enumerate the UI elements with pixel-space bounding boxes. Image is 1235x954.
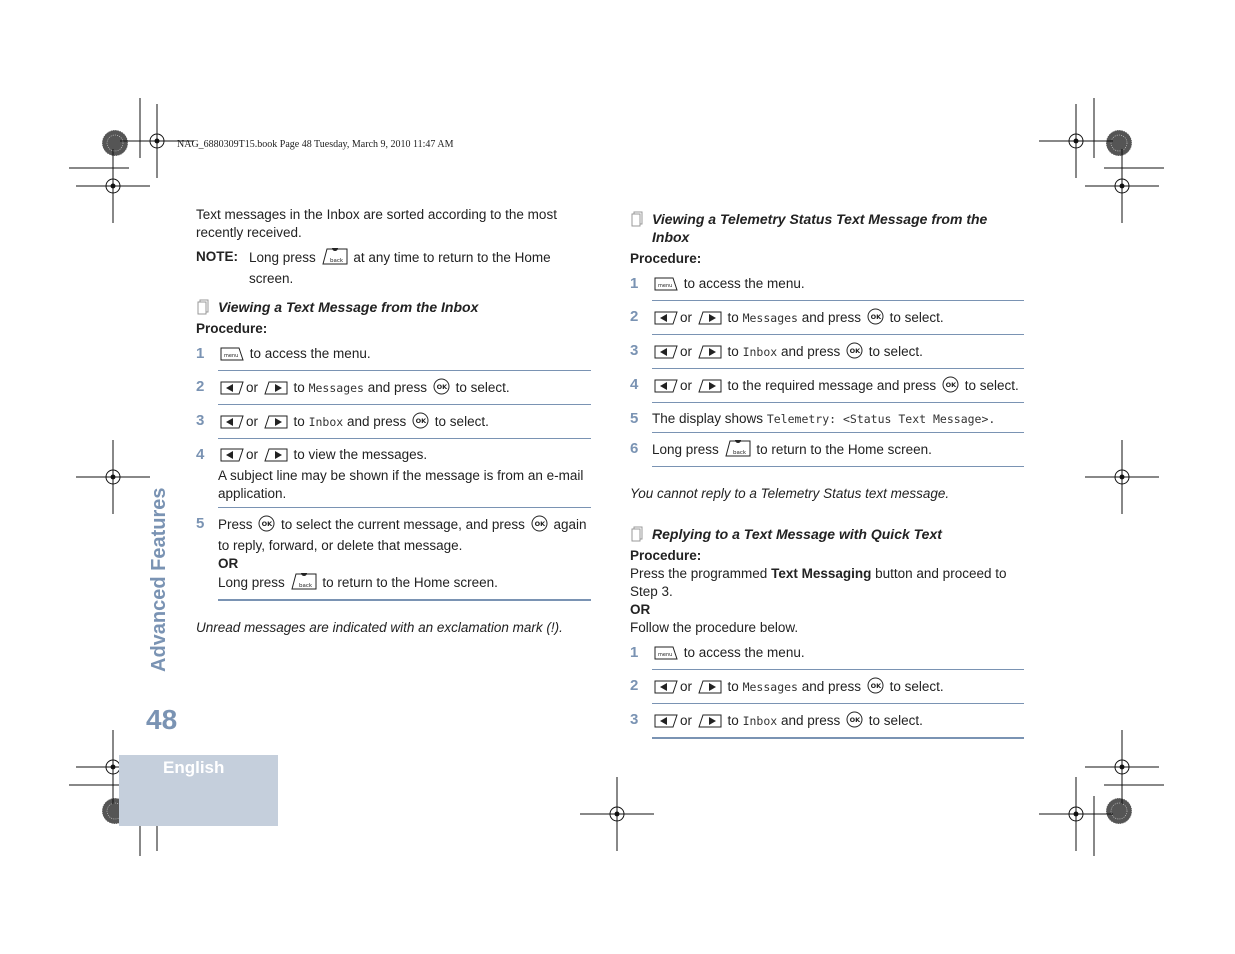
ok-key-icon: [433, 378, 450, 400]
svg-text:back: back: [329, 258, 343, 264]
step-number: 2: [196, 378, 205, 395]
step-text: to the required message and press: [727, 378, 937, 393]
left-arrow-key-icon: [654, 714, 678, 733]
step-number: 3: [196, 412, 205, 429]
left-arrow-key-icon: [654, 345, 678, 364]
text: button and proceed to Step 3.: [630, 566, 1007, 599]
step-text: or: [246, 380, 259, 395]
list-item: [196, 375, 591, 409]
list-item: [630, 305, 1024, 339]
step-number: 1: [630, 644, 639, 661]
ok-key-icon: [867, 677, 884, 699]
step-number: 6: [630, 440, 639, 457]
step-text: and press: [367, 380, 428, 395]
left-arrow-key-icon: [220, 415, 244, 434]
step-text: to access the menu.: [249, 346, 371, 361]
note-post: at any time to return to the Home screen.: [249, 250, 551, 286]
page-icon: [630, 211, 644, 227]
step-text: or: [246, 414, 259, 429]
step-text: to access the menu.: [683, 276, 805, 291]
steps-list: [630, 641, 1024, 743]
svg-text:menu: menu: [658, 652, 673, 658]
list-item: [196, 409, 591, 443]
menu-key-icon: [654, 277, 678, 296]
ok-key-icon: [846, 342, 863, 364]
note-pre: Long press: [249, 250, 316, 265]
section-title-text: Viewing a Text Message from the Inbox: [218, 299, 479, 315]
list-item: [630, 373, 1024, 407]
svg-text:OK: OK: [849, 347, 861, 355]
step-text: to select.: [434, 414, 489, 429]
step-text: to select.: [868, 344, 923, 359]
page-number: 48: [146, 704, 178, 735]
back-key-icon: [725, 440, 751, 462]
language-tab: [119, 755, 278, 826]
print-header: NAG_6880309T15.book Page 48 Tuesday, March 9, 2010 11:47 AM: [177, 139, 454, 150]
step-text: or: [680, 378, 693, 393]
menu-key-icon: [220, 347, 244, 366]
svg-text:OK: OK: [870, 682, 881, 690]
svg-text:menu: menu: [224, 353, 239, 359]
step-text: The display shows: [652, 411, 764, 426]
steps-list: [196, 342, 591, 605]
procedure-text: [630, 565, 1024, 601]
right-arrow-key-icon: [698, 345, 722, 364]
step-text: to select.: [868, 713, 923, 728]
step-text: Long press: [218, 575, 285, 590]
list-item: [630, 339, 1024, 373]
list-item: [630, 272, 1024, 305]
step-text: and press: [780, 344, 841, 359]
step-text: and press: [780, 713, 841, 728]
left-arrow-key-icon: [654, 680, 678, 699]
svg-text:OK: OK: [436, 383, 447, 391]
right-arrow-key-icon: [264, 381, 288, 400]
section-title: [630, 525, 1024, 543]
svg-text:back: back: [732, 450, 746, 456]
step-text: or: [680, 679, 693, 694]
step-text: to: [727, 344, 739, 359]
left-column: [196, 206, 591, 637]
step-text: again to reply, forward, or delete that message.: [218, 517, 587, 553]
language-label: English: [163, 758, 225, 777]
list-item: [630, 437, 1024, 471]
procedure-label: Procedure:: [630, 548, 702, 563]
step-number: 2: [630, 308, 639, 325]
list-item: [196, 342, 591, 375]
ok-key-icon: [531, 515, 548, 537]
svg-text:OK: OK: [534, 520, 545, 528]
page-icon: [196, 299, 210, 315]
footnote: Unread messages are indicated with an exclamation mark (!).: [196, 620, 563, 635]
ok-key-icon: [942, 376, 959, 398]
list-item: [630, 674, 1024, 708]
step-text: to: [727, 310, 739, 325]
step-text: or: [680, 344, 693, 359]
svg-text:OK: OK: [261, 520, 273, 528]
menu-item-text: Messages: [742, 311, 798, 325]
ok-key-icon: [867, 308, 884, 330]
right-arrow-key-icon: [698, 714, 722, 733]
section-title-text: Viewing a Telemetry Status Text Message from the Inbox: [652, 211, 988, 245]
section-title: [630, 210, 1024, 246]
menu-item-text: Inbox: [308, 415, 344, 429]
step-number: 4: [630, 376, 639, 393]
ok-key-icon: [258, 515, 275, 537]
ok-key-icon: [412, 412, 429, 434]
text: Press the programmed: [630, 566, 768, 581]
sidebar-title: Advanced Features: [148, 487, 170, 672]
step-number: 5: [630, 410, 639, 427]
svg-text:back: back: [298, 583, 312, 589]
step-text: to access the menu.: [683, 645, 805, 660]
right-arrow-key-icon: [698, 379, 722, 398]
step-text: or: [246, 447, 259, 462]
procedure-label: Procedure:: [196, 321, 268, 336]
step-text: and press: [346, 414, 407, 429]
procedure-label: Procedure:: [630, 251, 702, 266]
step-number: 3: [630, 342, 639, 359]
steps-list: [630, 272, 1024, 471]
step-text: and press: [801, 310, 862, 325]
ok-key-icon: [846, 711, 863, 733]
step-text: to: [727, 679, 739, 694]
step-text: to: [727, 713, 739, 728]
menu-item-text: Inbox: [742, 345, 778, 359]
step-text: and press: [801, 679, 862, 694]
step-text: to return to the Home screen.: [756, 442, 932, 457]
note-text: [249, 248, 591, 288]
step-number: 4: [196, 446, 205, 463]
right-arrow-key-icon: [698, 311, 722, 330]
section-title-text: Replying to a Text Message with Quick Text: [652, 526, 942, 542]
step-number: 1: [630, 275, 639, 292]
step-number: 3: [630, 711, 639, 728]
list-item: [630, 641, 1024, 674]
step-extra: A subject line may be shown if the message is from an e-mail application.: [218, 468, 584, 501]
menu-item-text: Inbox: [742, 714, 778, 728]
back-key-icon: [322, 248, 348, 270]
left-arrow-key-icon: [220, 381, 244, 400]
note-label: NOTE:: [196, 249, 238, 264]
list-item: [630, 708, 1024, 743]
svg-text:OK: OK: [945, 381, 957, 389]
step-number: 5: [196, 515, 205, 532]
procedure-text: Follow the procedure below.: [630, 620, 799, 635]
step-text: to select.: [964, 378, 1019, 393]
svg-text:OK: OK: [870, 313, 881, 321]
step-text: to select.: [889, 310, 944, 325]
step-text: or: [680, 310, 693, 325]
svg-text:OK: OK: [415, 417, 427, 425]
menu-item-text: Messages: [742, 680, 798, 694]
step-text: to select the current message, and press: [281, 517, 525, 532]
step-text: Long press: [652, 442, 719, 457]
menu-key-icon: [654, 646, 678, 665]
step-number: 1: [196, 345, 205, 362]
right-arrow-key-icon: [698, 680, 722, 699]
right-arrow-key-icon: [264, 415, 288, 434]
bold-text: Text Messaging: [771, 566, 872, 581]
display-text: Telemetry: <Status Text Message>.: [766, 412, 996, 426]
or-label: OR: [218, 556, 239, 571]
or-label: OR: [630, 602, 651, 617]
step-text: to select.: [455, 380, 510, 395]
footnote: You cannot reply to a Telemetry Status text message.: [630, 486, 950, 501]
svg-text:menu: menu: [658, 283, 673, 289]
step-text: to select.: [889, 679, 944, 694]
step-text: to: [293, 380, 305, 395]
left-arrow-key-icon: [220, 448, 244, 467]
note: [196, 248, 591, 288]
list-item: [196, 443, 591, 512]
list-item: [196, 512, 591, 605]
step-text: Press: [218, 517, 253, 532]
menu-item-text: Messages: [308, 381, 364, 395]
step-text: or: [680, 713, 693, 728]
right-column: [630, 210, 1024, 743]
left-arrow-key-icon: [654, 379, 678, 398]
right-arrow-key-icon: [264, 448, 288, 467]
section-title: [196, 298, 591, 316]
page-icon: [630, 526, 644, 542]
left-arrow-key-icon: [654, 311, 678, 330]
svg-text:OK: OK: [849, 716, 861, 724]
back-key-icon: [291, 573, 317, 595]
list-item: [630, 407, 1024, 437]
step-text: to: [293, 414, 305, 429]
intro-text: Text messages in the Inbox are sorted according to the most recently received.: [196, 207, 557, 240]
step-text: to return to the Home screen.: [322, 575, 498, 590]
step-number: 2: [630, 677, 639, 694]
step-text: to view the messages.: [293, 447, 428, 462]
